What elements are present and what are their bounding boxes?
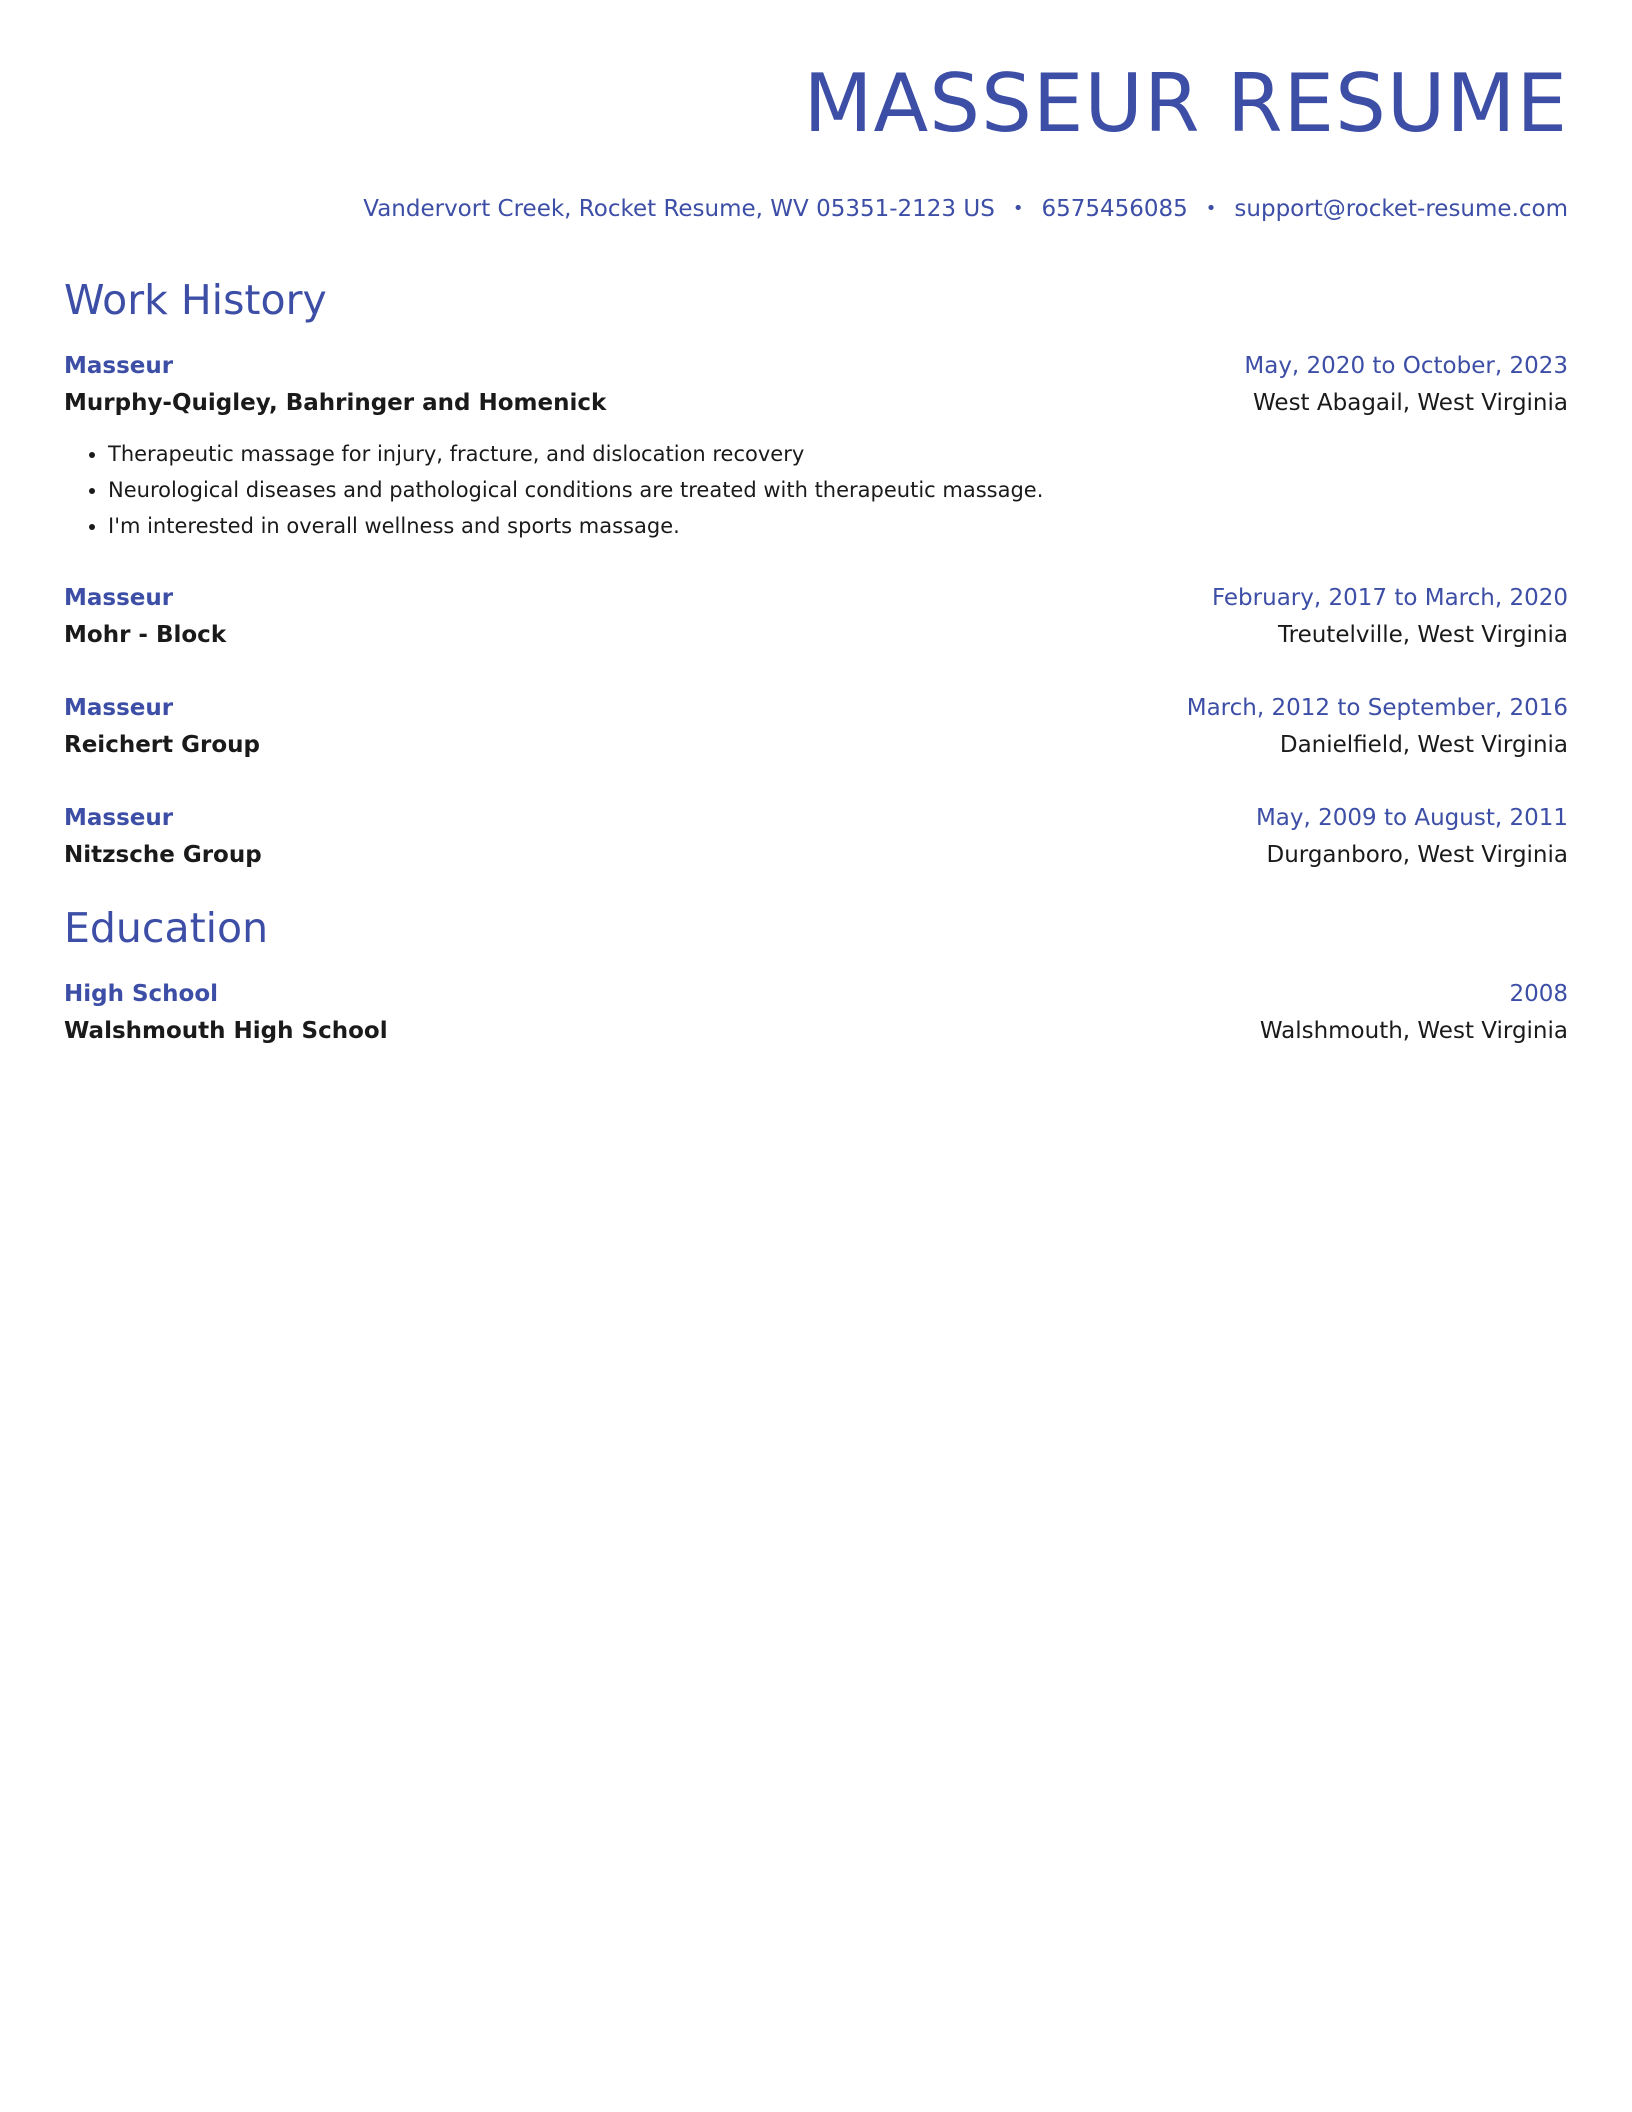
job-role: Masseur (64, 585, 174, 611)
contact-line (64, 194, 1568, 224)
job-bullet: • Therapeutic massage for injury, fracture, and dislocation recovery (108, 436, 1568, 472)
education-year: 2008 (1509, 981, 1568, 1007)
job-location: Treutelville, West Virginia (1277, 622, 1568, 648)
job-bullet: • I'm interested in overall wellness and sports massage. (108, 508, 1568, 544)
work-history-heading: Work History (64, 276, 327, 324)
job-role: Masseur (64, 353, 174, 379)
job-role: Masseur (64, 695, 174, 721)
contact-email[interactable]: support@rocket-resume.com (1234, 196, 1568, 222)
job-company: Reichert Group (64, 732, 261, 758)
job-dates: March, 2012 to September, 2016 (1186, 695, 1568, 721)
job-header-row (64, 348, 1568, 384)
job-dates: May, 2020 to October, 2023 (1244, 353, 1568, 379)
job-bullet-list (64, 436, 1568, 544)
job-company: Mohr - Block (64, 622, 227, 648)
job-header-row (64, 580, 1568, 616)
education-header-row (64, 976, 1568, 1012)
job-company: Nitzsche Group (64, 842, 262, 868)
resume-title: MASSEUR RESUME (803, 57, 1568, 150)
job-entry (64, 348, 1568, 544)
contact-separator: • (1012, 198, 1024, 219)
job-location: Danielfield, West Virginia (1279, 732, 1568, 758)
job-company-row (64, 384, 1568, 422)
job-entry (64, 690, 1568, 764)
job-dates: February, 2017 to March, 2020 (1211, 585, 1568, 611)
contact-address: Vandervort Creek, Rocket Resume, WV 05351-2123 US (363, 196, 995, 222)
job-company-row (64, 616, 1568, 654)
education-school: Walshmouth High School (64, 1018, 388, 1044)
job-bullet: • Neurological diseases and pathological conditions are treated with therapeutic massage. (108, 472, 1568, 508)
education-degree: High School (64, 981, 219, 1007)
education-location: Walshmouth, West Virginia (1259, 1018, 1568, 1044)
job-header-row (64, 800, 1568, 836)
job-entry (64, 800, 1568, 874)
job-location: West Abagail, West Virginia (1253, 390, 1568, 416)
job-company-row (64, 726, 1568, 764)
job-header-row (64, 690, 1568, 726)
job-dates: May, 2009 to August, 2011 (1255, 805, 1568, 831)
education-entry (64, 976, 1568, 1050)
job-entry (64, 580, 1568, 654)
job-company: Murphy-Quigley, Bahringer and Homenick (64, 390, 607, 416)
job-company-row (64, 836, 1568, 874)
contact-separator: • (1205, 198, 1217, 219)
education-school-row (64, 1012, 1568, 1050)
job-location: Durganboro, West Virginia (1266, 842, 1568, 868)
contact-phone[interactable]: 6575456085 (1041, 196, 1188, 222)
job-role: Masseur (64, 805, 174, 831)
education-heading: Education (64, 904, 269, 952)
